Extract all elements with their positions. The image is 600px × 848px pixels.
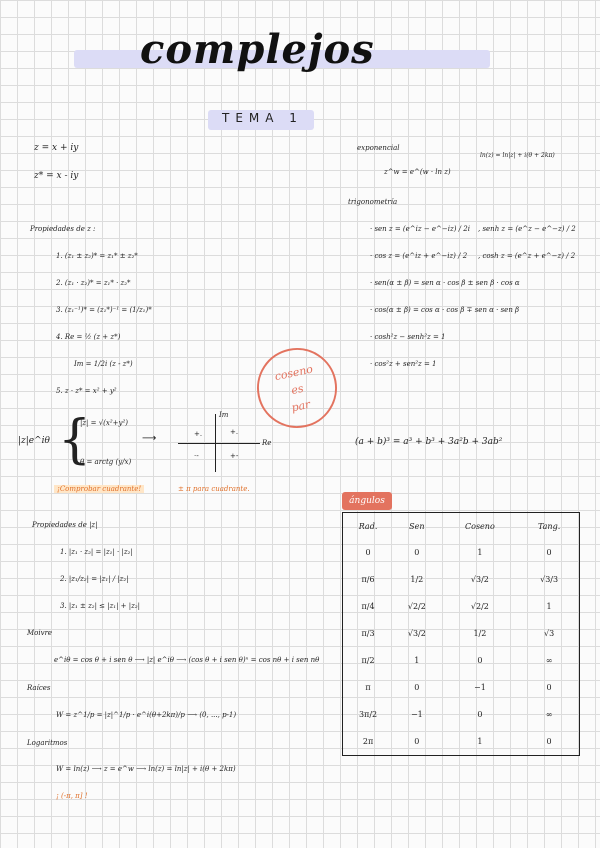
trig-sen: · sen z = (e^iz − e^−iz) / 2i [370,225,470,233]
moivre-title: Moivre [27,629,53,637]
table-cell: 0 [546,548,552,557]
table-cell: 1 [477,737,483,746]
table-cell: 0 [477,656,483,665]
axis-vertical [215,414,216,472]
table-cell: 1 [546,602,552,611]
trig-cos: · cos z = (e^iz + e^−iz) / 2 [370,252,468,260]
stamp-line: es [290,381,305,398]
modulus-prop-1: 1. |z₁ · z₂| = |z₁| · |z₂| [60,548,133,556]
table-cell: −1 [410,710,423,719]
table-cell: ∞ [545,656,553,665]
table-row [343,620,580,647]
exponential-note: ln(z) = ln|z| + i(θ + 2kπ) [480,152,555,159]
table-cell: 0 [414,548,420,557]
table-cell: 1 [477,548,483,557]
table-cell: 0 [546,683,552,692]
trig-cosh: , cosh z = (e^z + e^−z) / 2 [478,252,576,260]
warning-cuadrante: ¡Comprobar cuadrante! [54,485,144,493]
table-row [343,647,580,674]
table-header: Rad. [358,521,378,531]
axis-im-label: Im [219,411,229,419]
table-row [343,728,580,756]
trig-cos-sum: · cos(α ± β) = cos α · cos β ∓ sen α · sen β [370,306,520,314]
polar-prefix: |z|e^iθ [18,436,50,446]
table-cell: π/4 [361,602,375,611]
table-cell: 1 [414,656,420,665]
raices-equation: W = z^1/p = |z|^1/p · e^i(θ+2kπ)/p ⟶ (0, ..., p-1) [56,711,237,719]
table-cell: 0 [414,737,420,746]
moivre-equation: e^iθ = cos θ + i sen θ ⟶ |z| e^iθ ⟶ (cos θ + i sen θ)ⁿ = cos nθ + i sen nθ [54,656,320,664]
table-cell: 0 [414,683,420,692]
table-cell: 1/2 [410,575,424,584]
trig-sen-sum: · sen(α ± β) = sen α · cos β ± sen β · cos α [370,279,520,287]
table-row [343,701,580,728]
stamp-line: coseno [273,362,315,384]
warning-pi: ± π para cuadrante. [178,485,250,493]
quadrant-mark: +- [230,452,239,460]
log-equation: W = ln(z) ⟶ z = e^w ⟶ ln(z) = ln|z| + i(θ + 2kπ) [56,765,236,773]
table-header: Coseno [465,521,495,531]
binomial-cube: (a + b)³ = a³ + b³ + 3a²b + 3ab² [355,437,503,447]
table-row [343,539,580,566]
trig-values-table [342,512,580,756]
exponential-title: exponencial [357,144,400,152]
trig-hyperbolic-identity: · cosh²z − senh²z = 1 [370,333,446,341]
table-cell: 0 [365,548,371,557]
table-cell: √2/2 [407,602,426,611]
properties-title: Propiedades de z : [30,225,96,233]
trig-title: trigonometría [348,198,398,206]
modulus-props-title: Propiedades de |z| [32,521,98,529]
z-conjugate: z* = x - iy [34,171,79,181]
stamp-coseno-es-par [250,341,345,436]
table-cell: 3π/2 [358,710,378,719]
axis-horizontal [178,443,260,444]
table-header: Sen [409,521,425,531]
tema-label: TEMA 1 [222,111,303,125]
property-4: 4. Re = ½ (z + z*) [56,333,121,341]
table-cell: π/6 [361,575,375,584]
table-cell: √3/2 [407,629,426,638]
raices-title: Raíces [27,684,51,692]
table-cell: 0 [477,710,483,719]
trig-senh: , senh z = (e^z − e^−z) / 2 [478,225,576,233]
table-cell: π/2 [361,656,375,665]
polar-modulus: |z| = √(x²+y²) [80,419,129,427]
table-cell: −1 [474,683,486,692]
table-cell: 1/2 [473,629,487,638]
modulus-prop-2: 2. |z₁/z₂| = |z₁| / |z₂| [60,575,129,583]
property-2: 2. (z₁ · z₂)* = z₁* · z₂* [56,279,131,287]
quadrant-mark: +. [194,430,203,438]
angulos-tag: ángulos [342,492,392,510]
property-4-im: Im = 1/2i (z - z*) [74,360,133,368]
table-cell: 0 [546,737,552,746]
polar-brace: { [58,410,92,470]
polar-argument: θ = arctg (y/x) [80,458,132,466]
table-cell: π/3 [361,629,375,638]
property-5: 5. z · z* = x² + y² [56,387,117,395]
table-cell: √3 [544,629,555,638]
trig-pythagorean-identity: · cos²z + sen²z = 1 [370,360,437,368]
table-cell: √2/2 [470,602,489,611]
page-title: complejos [140,26,375,73]
exponential-equation: z^w = e^(w · ln z) [384,168,451,176]
table-cell: √3/2 [470,575,489,584]
logaritmos-title: Logaritmos [27,739,68,747]
table-header: Tang. [537,521,561,531]
property-1: 1. (z₁ ± z₂)* = z₁* ± z₂* [56,252,138,260]
modulus-prop-3: 3. |z₁ ± z₂| ≤ |z₁| + |z₂| [60,602,140,610]
table-row [343,593,580,620]
arrow-icon: ⟶ [142,433,157,444]
table-row [343,566,580,593]
table-row [343,674,580,701]
table-header-row [343,513,580,540]
quadrant-mark: +. [230,428,239,436]
table-cell: 2π [362,737,374,746]
quadrant-mark: ·- [194,452,199,460]
table-cell: π [365,683,371,692]
axis-re-label: Re [262,439,272,447]
log-range-note: ¡ (-π, π] ! [56,792,88,800]
stamp-line: par [290,397,312,415]
table-cell: ∞ [545,710,553,719]
z-definition: z = x + iy [34,143,79,153]
table-cell: √3/3 [540,575,559,584]
property-3: 3. (z₁⁻¹)* = (z₁*)⁻¹ = (1/z₁)* [56,306,152,314]
